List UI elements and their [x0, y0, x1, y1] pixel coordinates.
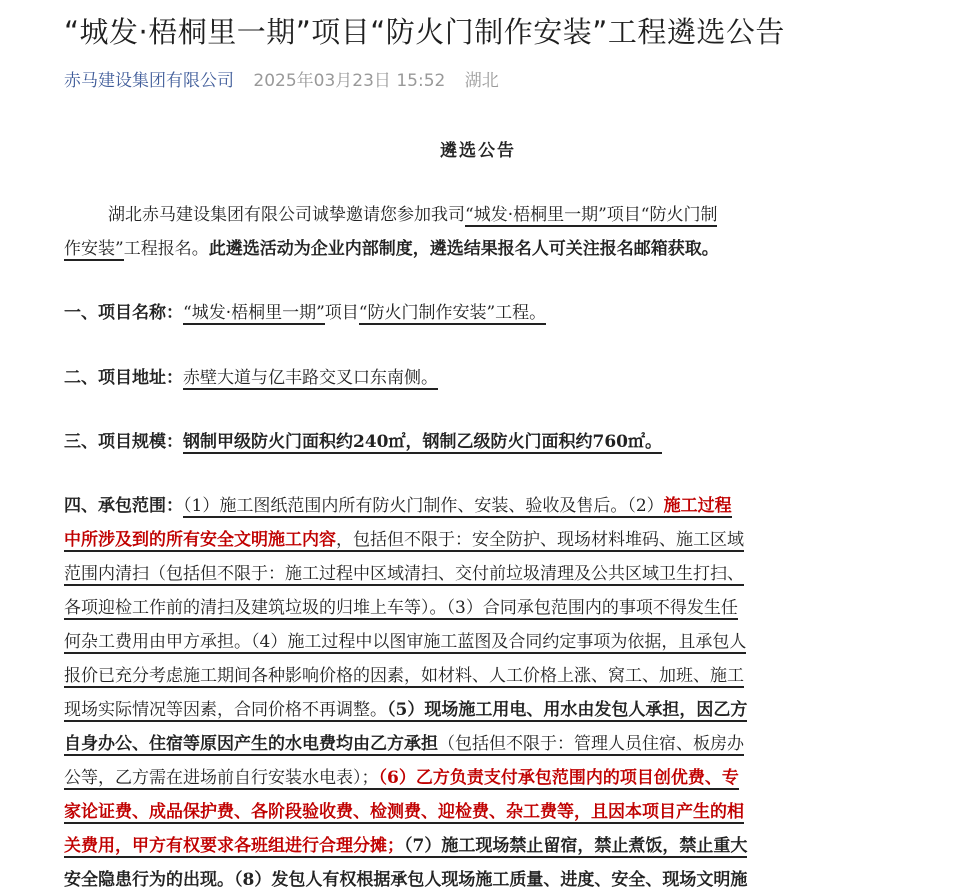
section-4-bold-7: （5）现场施工用电、用水由发包人承担，因乙方	[387, 700, 748, 720]
section-4-bold-11: （7）施工现场禁止留宿，禁止煮饭，禁止重大	[404, 836, 748, 856]
section-4-highlight-11: 关费用，甲方有权要求各班组进行合理分摊；	[64, 836, 404, 856]
section-4-line-4	[64, 596, 738, 620]
section-4-line-7	[64, 698, 747, 722]
section-4-line-2	[64, 528, 744, 552]
section-4-line-11	[64, 834, 747, 858]
section-4-text-2: ，包括但不限于：安全防护、现场材料堆码、施工区域	[336, 530, 744, 550]
section-4-text-6: 报价已充分考虑施工期间各种影响价格的因素，如材料、人工价格上涨、窝工、加班、施工	[64, 666, 744, 686]
section-2-label: 二、项目地址：	[64, 368, 183, 388]
source-link[interactable]: 赤马建设集团有限公司	[64, 71, 234, 91]
section-3-value: 钢制甲级防火门面积约240㎡，钢制乙级防火门面积约760㎡。	[183, 432, 662, 452]
intro-note: 此遴选活动为企业内部制度，遴选结果报名人可关注报名邮箱获取。	[208, 239, 719, 259]
section-4-text-3: 范围内清扫（包括但不限于：施工过程中区域清扫、交付前垃圾清理及公共区域卫生打扫、	[64, 564, 744, 584]
intro-line-1	[108, 203, 717, 227]
section-1-value-b: 项目	[324, 303, 359, 323]
section-4-text-9: 公等，乙方需在进场前自行安装水电表）；	[64, 768, 379, 788]
article-title: “城发·梧桐里一期”项目“防火门制作安装”工程遴选公告	[64, 15, 785, 49]
section-4-label: 四、承包范围：	[64, 496, 183, 516]
section-4-bold-8: 自身办公、住宿等原因产生的水电费均由乙方承担	[64, 734, 438, 754]
section-4-highlight-10: 家论证费、成品保护费、各阶段验收费、检测费、迎检费、杂工费等，且因本项目产生的相	[64, 802, 744, 822]
section-4-text-7: 现场实际情况等因素，合同价格不再调整。	[64, 700, 387, 720]
intro-project: “城发·梧桐里一期”项目“防火门制	[465, 205, 718, 225]
section-4-bold-12: 安全隐患行为的出现。（8）发包人有权根据承包人现场施工质量、进度、安全、现场文明施	[64, 870, 748, 890]
section-4-highlight-9: （6）乙方负责支付承包范围内的项目创优费、专	[378, 768, 739, 788]
section-4-highlight-2: 中所涉及到的所有安全文明施工内容	[64, 530, 336, 550]
section-4-text-4: 各项迎检工作前的清扫及建筑垃圾的归堆上车等）。（3）合同承包范围内的事项不得发生任	[64, 598, 738, 618]
section-4-line-8	[64, 732, 744, 756]
section-1-label: 一、项目名称：	[64, 303, 183, 323]
section-4-line-12	[64, 868, 747, 892]
section-4-line-6	[64, 664, 744, 688]
intro-text: 湖北赤马建设集团有限公司诚挚邀请您参加我司	[108, 205, 465, 225]
location: 湖北	[464, 71, 499, 91]
section-1-value-c: “防火门制作安装”工程。	[358, 303, 547, 323]
section-2-value: 赤壁大道与亿丰路交叉口东南侧。	[183, 368, 438, 388]
section-3	[64, 430, 662, 454]
section-1	[64, 301, 546, 325]
section-3-label: 三、项目规模：	[64, 432, 183, 452]
intro-text-2: 工程报名。	[123, 239, 209, 259]
section-4-line-3	[64, 562, 744, 586]
publish-date: 2025年03月23日 15:52	[253, 71, 446, 91]
section-4-line-5	[64, 630, 746, 654]
intro-line-2	[64, 237, 719, 261]
section-4-text: （1）施工图纸范围内所有防火门制作、安装、验收及售后。（2）	[183, 496, 664, 516]
section-4-line-10	[64, 800, 744, 824]
notice-heading: 遴选公告	[440, 141, 516, 161]
section-4-line-1	[64, 494, 732, 518]
section-1-value-a: “城发·梧桐里一期”	[183, 303, 325, 323]
section-2	[64, 366, 438, 390]
section-4-text-8: （包括但不限于：管理人员住宿、板房办	[438, 734, 744, 754]
intro-project-cont: 作安装”	[64, 239, 124, 259]
section-4-highlight: 施工过程	[663, 496, 732, 516]
section-4-line-9	[64, 766, 739, 790]
section-4-text-5: 何杂工费用由甲方承担。（4）施工过程中以图审施工蓝图及合同约定事项为依据，且承包人	[64, 632, 747, 652]
article-meta	[64, 66, 499, 91]
